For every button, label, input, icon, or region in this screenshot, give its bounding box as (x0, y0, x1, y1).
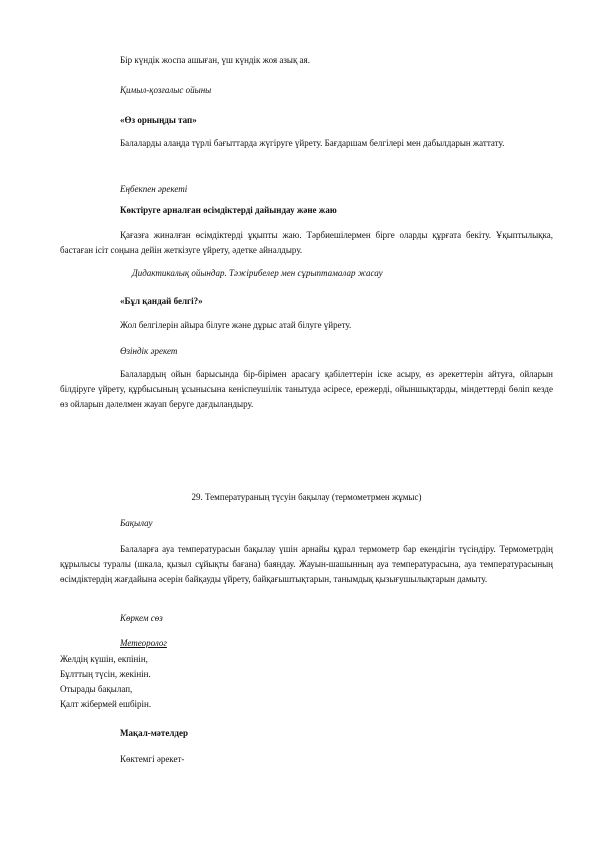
spring-activity-heading: Көктемгі әрекет- (120, 754, 185, 764)
didactic-game-text: Жол белгілерін айыра білуге және дұрыс атай білуге үйрету. (120, 320, 352, 330)
poem (60, 652, 553, 712)
section-heading-movement-game: Қимыл-қозғалыс ойыны (120, 85, 212, 95)
work-activity-title: Көктіруге арналған өсімдіктерді дайындау және жаю (120, 205, 337, 215)
game-title-what-sign: «Бұл қандай белгі?» (120, 296, 203, 306)
section-heading-artistic-word: Көркем сөз (120, 613, 163, 623)
game-title-find-your-place: «Өз орныңды тап» (120, 115, 197, 125)
work-activity-text: Қағазға жиналған өсімдіктерді ұқыпты жаю. Тәрбиешілермен бірге оларды құрғата бекіту. Ұқыптылықка, бастаған ісіт соңына дейін жеткізуге үйрету, әдетке айналдыру. (60, 230, 553, 255)
top-line: Бір күндік жоспа ашыған, үш күндік жоя азық ая. (120, 55, 310, 65)
observation-text: Балаларға ауа температурасын бақылау үшін арнайы құрал термометр бар екендігін түсіндіру. Термометрдің құрылысы туралы (шкала, қызыл сұйықты бағана) баяндау. Жауын-шашынның ауа температурасына, ауа температурасының өсімдіктердің жағдайына әсерін байқауды үйрету, байқағыштықтарын, танымдық қызығушылықтарын дамыту. (60, 544, 553, 584)
poem-line: Қалт жібермей ешбірін. (60, 699, 152, 709)
movement-game-text: Балаларды алаңда түрлі бағыттарда жүгіруге үйрету. Бағдаршам белгілері мен дабылдарын жаттату. (120, 138, 505, 148)
poem-line: Бұлттың түсін, жекінін. (60, 669, 151, 679)
independent-activity-text: Балалардың ойын барысында бір-бірімен арасагу қабілеттерін іске асыру, өз әрекеттерін айтуға, ойларын білдіруге үйрету, құрбысының ұсынысына кеніспеушілік танытуда әсіресе, ережерді, ойыншықтарды, міндеттерді бөліп кезде өз ойларын дәлелмен жауап беруге дағдыландыру. (60, 369, 553, 409)
lesson-title-temperature: 29. Температураның түсуін бақылау (термометрмен жұмыс) (191, 492, 422, 502)
section-heading-work-activity: Еңбекпен әрекеті (120, 184, 188, 194)
section-heading-didactic-games: Дидактикалық ойындар. Тәжірибелер мен сұрыптамалар жасау (132, 268, 383, 278)
section-heading-independent-activity: Өзіндік әрекет (120, 346, 178, 356)
proverbs-heading: Мақал-мәтелдер (120, 728, 188, 738)
poem-line: Отырады бақылап, (60, 684, 133, 694)
poem-title: Метеоролог (120, 638, 167, 648)
section-heading-observation: Бақылау (120, 518, 153, 528)
poem-line: Желдің күшін, екпінін, (60, 654, 148, 664)
